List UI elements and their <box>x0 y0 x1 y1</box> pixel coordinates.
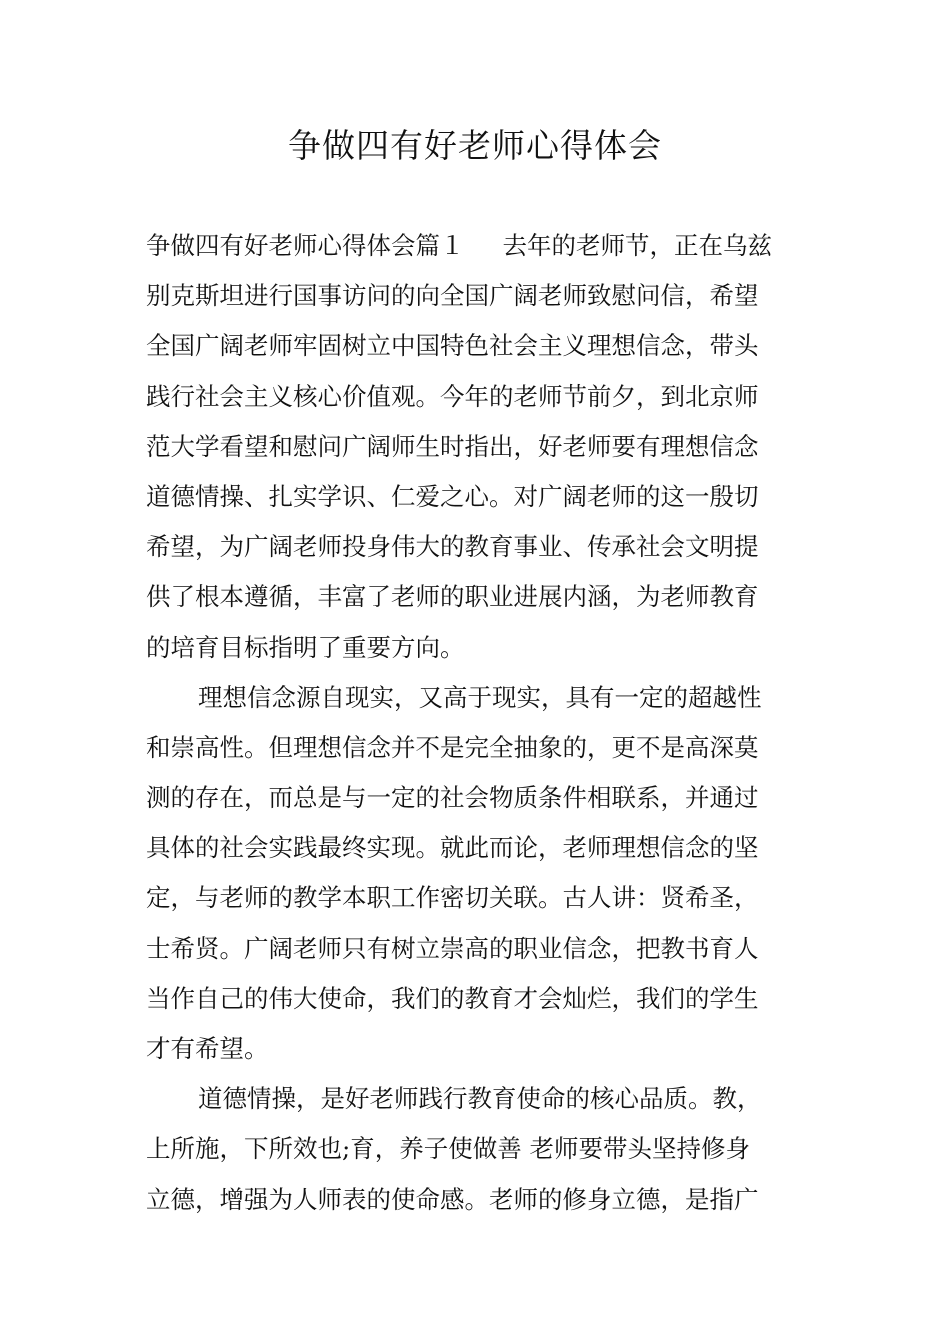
body-line <box>146 1074 806 1124</box>
document-body <box>146 221 806 1225</box>
body-line: 践行社会主义核心价值观。今年的老师节前夕，到北京师 <box>146 381 759 411</box>
body-line: 道德情操、扎实学识、仁爱之心。对广阔老师的这一殷切 <box>146 481 759 511</box>
body-line: 士希贤。广阔老师只有树立崇高的职业信念，把教书育人 <box>146 933 759 963</box>
body-line: 范大学看望和慰问广阔师生时指出，好老师要有理想信念 <box>146 431 759 461</box>
line-text: 道德情操，是好老师践行教育使命的核心品质。教， <box>198 1084 762 1114</box>
body-line: 全国广阔老师牢固树立中国特色社会主义理想信念，带头 <box>146 331 759 361</box>
body-line: 当作自己的伟大使命，我们的教育才会灿烂，我们的学生 <box>146 983 759 1013</box>
body-line: 希望，为广阔老师投身伟大的教育事业、传承社会文明提 <box>146 532 759 562</box>
body-line: 别克斯坦进行国事访问的向全国广阔老师致慰问信，希望 <box>146 281 759 311</box>
body-line <box>146 221 806 271</box>
document-title: 争做四有好老师心得体会 <box>288 126 662 165</box>
body-line: 上所施，下所效也;育，养子使做善 老师要带头坚持修身 <box>146 1134 751 1164</box>
line-text: 理想信念源自现实，又高于现实，具有一定的超越性 <box>198 682 762 712</box>
body-line: 的培育目标指明了重要方向。 <box>146 632 465 662</box>
section-heading: 争做四有好老师心得体会篇１ <box>146 231 465 260</box>
body-line: 供了根本遵循，丰富了老师的职业进展内涵，为老师教育 <box>146 582 759 612</box>
body-line: 和崇高性。但理想信念并不是完全抽象的，更不是高深莫 <box>146 732 759 762</box>
line-text: 去年的老师节，正在乌兹 <box>502 231 772 260</box>
body-line: 具体的社会实践最终实现。就此而论，老师理想信念的坚 <box>146 833 759 863</box>
body-line: 立德，增强为人师表的使命感。老师的修身立德，是指广 <box>146 1184 759 1214</box>
body-line: 测的存在，而总是与一定的社会物质条件相联系，并通过 <box>146 783 759 813</box>
body-line: 才有希望。 <box>146 1034 269 1063</box>
body-line: 定，与老师的教学本职工作密切关联。古人讲：贤希圣， <box>146 883 759 913</box>
body-line <box>146 673 806 723</box>
